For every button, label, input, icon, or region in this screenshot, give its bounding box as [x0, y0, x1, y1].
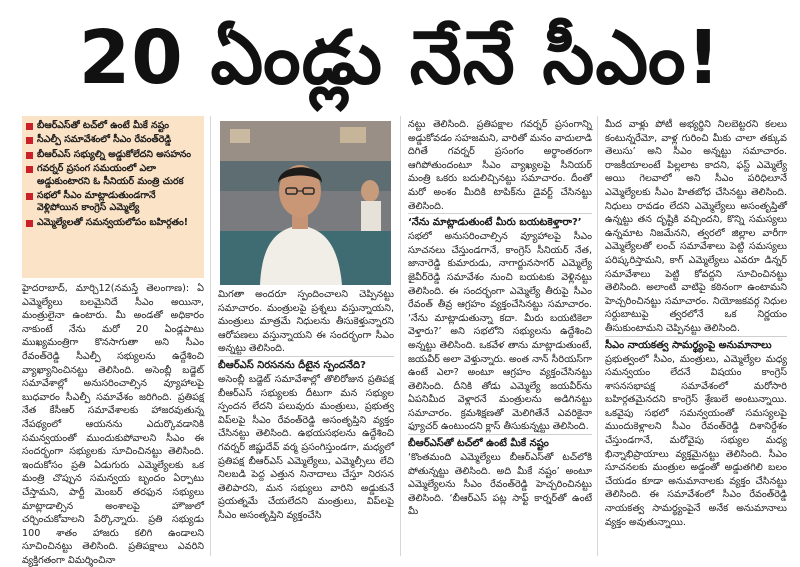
article-paragraph: మిగతా అందరూ స్పందించాలని చెప్పినట్టు సమాచారం. మంత్రులపై ప్రశ్నలు వస్తున్నాయని, మంత్రులు మాత్రమే నిధులను తీసుకెళ్తున్నారని ఆరోపణలు వస్తున్నాయని ఈ సందర్భంగా సీఎం అన్నట్టు తెలిసింది. [218, 289, 394, 355]
square-bullet-icon [26, 123, 33, 130]
summary-point [26, 163, 200, 188]
summary-point-text: సీఎల్పీ సమావేశంలో సీఎం రేవంత్‌రెడ్డి [37, 134, 172, 146]
summary-point-text: గవర్నర్ ప్రసంగ సమయంలో ఎలా అడ్డుకుంటారని ఓ సీనియర్ మంత్రి చురక [37, 163, 184, 187]
section-subheading: సీఎం నాయకత్వ సామర్థ్యంపై అనుమానాలు [605, 336, 787, 353]
article-column-4 [605, 118, 787, 558]
summary-point-text: బీఆర్ఎస్‌తో టచ్‌లో ఉంటే మీకే నష్టం [37, 120, 170, 131]
section-subheading: ‘నేను మాట్లాడుతుంటే మీరు బయటకెళ్తారా?’ [408, 213, 592, 230]
summary-point [26, 149, 200, 161]
article-paragraph: మీద వాళ్లు పోటీ అభ్యర్థిని నిలబెట్టరని కలలు కంటున్నరేమో, వాళ్ల గురించి మీకు చాలా తక్కువ తెలుసు’ అని సీఎం అన్నట్టు సమాచారం. రాజకీయాలంటే పిల్లలాట కాదని, ఫస్ట్ ఎమ్మెల్యే అయి గెలవాలో అని సీఎం పరిధిలూనే ఎమ్మెల్యేలకు సీఎం హితబోధ చేసినట్టు తెలిసింది. నిధులు రావడం లేదని ఎమ్మెల్యేలు అసంతృప్తితో ఉన్నట్టు తన దృష్టికి వచ్చిందని, కొన్ని సమస్యలు ఉన్నమాట నిజమేనని, త్వరలో జిల్లాల వారీగా ఎమ్మెల్యేలతో లంచ్ సమావేశాలు పెట్టి సమస్యలు పరిష్కరిస్తామని, కాగ్ ఎమ్మెల్యేలు ఎవరూ డిన్నర్ సమావేశాలు పెట్టి కోవద్దని సూచించినట్టు తెలిసింది. అలాంటి వాటిపై కఠినంగా ఉంటామని హెచ్చరించినట్టు సమాచారం. నియోజకవర్గ నిధుల సర్దుబాటుపై త్వరలోనే ఒక నిర్ణయం తీసుకుంటామని చెప్పినట్టు తెలిసింది. [605, 119, 787, 334]
square-bullet-icon [26, 166, 33, 173]
article-paragraph: హైదరాబాద్, మార్చి12(నమస్తే తెలంగాణ): ఏ ఎమ్మెల్యేలు బలమైనిదే సీఎం అయినా, మంత్రులైనా ఉంటారు. మీ అండతో అధికారం నాకుంటే నేను మరో 20 ఏండ్లపాటు ముఖ్యమంత్రిగా కొనసాగుతా అని సీఎం రేవంత్‌రెడ్డి సీఎల్పీ సభ్యులను ఉద్దేశించి వ్యాఖ్యానించినట్టు తెలిసింది. అసెంబ్లీ బడ్జెట్ సమావేశాల్లో అనుసరించాల్సిన వ్యూహాలపై బుధవారం సీఎల్పీ సమావేశం జరిగింది. ప్రతిపక్ష నేత కేసీఆర్ సమావేశాలకు హాజరవుతున్న నేపథ్యంలో ఆయనను ఎదుర్కొవడానికి సమన్వయంతో ముందుకుపోవాలని సీఎం ఈ సందర్భంగా సభ్యులకు సూచించినట్టు తెలిసింది. ఇందుకోసం ప్రతి ఏడుగురు ఎమ్మెల్యేలకు ఒక మంత్రి చొప్పున సమన్వయ బృందం ఏర్పాటు చేస్తామని, పార్టీ మెంబర్ తరఫున సభ్యులు మాట్లాడాల్సిన అంశాలపై హౌజులో చర్చించుకోవాలని పేర్కొన్నారు. ప్రతి సభ్యుడు 100 శాతం హాజరు కలిగి ఉండాలని సూచించినట్టు తెలిసింది. ప్రతిపక్షాలు ఎవరిని వ్యక్తిగతంగా విమర్శించినా [22, 283, 204, 566]
article-column-1 [22, 282, 204, 566]
square-bullet-icon [26, 152, 33, 159]
summary-point [26, 120, 200, 132]
article-paragraph: నట్టు తెలిసింది. ప్రతిపక్షాల గవర్నర్ ప్రసంగాన్ని అడ్డుకోవడం సహజమని, వారితో మనం వాదులాడి దిగితే గవర్నర్ ప్రసంగం అర్థాంతరంగా ఆగిపోతుందంటూ సీఎం వ్యాఖ్యలపై సీనియర్ మంత్రి ఒకరు బదులిచ్చినట్టు సమాచారం. దీంతో మరో అంశం మీదికి టాపిక్‌ను డైవర్ట్ చేసినట్టు తెలిసింది. [408, 119, 592, 212]
square-bullet-icon [26, 193, 33, 200]
summary-point-text: ఎమ్మెల్యేలతో సమన్వయలోపం బహిర్గతం! [37, 216, 189, 228]
summary-point-text: సభలో సీఎం మాట్లాడుతుండగానే వెళ్లిపోయిన కాంగ్రెస్ ఎమ్మెల్యే [37, 190, 156, 214]
square-bullet-icon [26, 220, 33, 227]
article-paragraph: ‘కొంతమంది ఎమ్మెల్యేలు బీఆర్ఎస్‌తో టచ్‌లోకి పోతున్నట్టు తెలిసింది. అది మీకే నష్టం’ అంటూ ఎమ్మెల్యేలను సీఎం రేవంత్‌రెడ్డి హెచ్చరించినట్టు తెలిసింది. ‘బీఆర్ఎస్ పట్ల సాఫ్ట్ కార్నర్‌తో ఉంటే మీ [408, 452, 592, 518]
summary-point [26, 134, 200, 146]
summary-point-text: బీఆర్ఎస్ సభ్యుల్ని అడ్డుకోలేదని అసహనం [37, 148, 192, 160]
summary-point [26, 190, 200, 215]
column-rule [210, 116, 211, 556]
article-column-2 [218, 288, 394, 558]
summary-box [22, 116, 204, 278]
article-paragraph: ప్రభుత్వంలో సీఎం, మంత్రులు, ఎమ్మెల్యేల మధ్య సమన్వయం లేదనే విషయం కాంగ్రెస్ శాసనసభాపక్ష సమావేశంలో మరోసారి బహిర్గతమైనదని కాంగ్రెస్ శ్రేణులే అంటున్నాయి. ఒకవైపు సభలో సమన్వయంతో సమస్యలపై ముందుకెళ్లాలని సీఎం రేవంత్‌రెడ్డి దిశానిర్దేశం చేస్తుండగానే, మరోవైపు సభ్యుల మధ్య భిన్నాభిప్రాయాలు వ్యక్తమైనట్టు తెలిసింది. సీఎం సూచనలకు మంత్రుల అడ్డంతో అడ్డుతగిలి బలం చేయడం కూడా అనుమానాలకు వ్యక్తం చేసినట్టు తెలిసింది. ఈ సమావేశంలో సీఎం రేవంత్‌రెడ్డి నాయకత్వ సామర్థ్యంపైనే అనేక అనుమానాలు వ్యక్తం అవుతున్నాయి. [605, 353, 787, 528]
article-column-3 [408, 118, 592, 558]
news-photo [220, 121, 391, 285]
summary-point [26, 217, 200, 229]
square-bullet-icon [26, 137, 33, 144]
section-subheading: బీఆర్ఎస్‌తో టచ్‌లో ఉంటే మీకే నష్టం [408, 434, 592, 451]
photo-illustration [220, 121, 391, 285]
headline: 20 ఏండ్లు నేనే సీఎం! [78, 15, 722, 101]
article-paragraph: సభలో అనుసరించాల్సిన వ్యూహాలపై సీఎం సూచనలు చేస్తుండగానే, కాంగ్రెస్ సీనియర్ నేత, జానారెడ్డి కుమారుడు, నాగార్జునసాగర్ ఎమ్మెల్యే జైవీర్‌రెడ్డి సమావేశం నుంచి బయటకు వెళ్లినట్టు తెలిసింది. ఈ సందర్భంగా ఎమ్మెల్యే తీరుపై సీఎం రేవంత్ తీవ్ర ఆగ్రహం వ్యక్తంచేసినట్టు సమాచారం. ‘నేను మాట్లాడుతున్నా కదా. మీరు బయటికెలా వెళ్తారు?’ అని సభలోని సభ్యులను ఉద్దేశించి అన్నట్టు తెలిసింది. ఒకవేళ తాను మాట్లాడుతుంటే, జయవీర్ అలా వెళ్తున్నారు. అంత నాన్ సీరియస్‌గా ఉంటే ఎలా? అంటూ ఆగ్రహం వ్యక్తంచేసినట్టు తెలిసింది. దీనికి తోడు ఎమ్మెల్యే జయవీర్‌ను ఏపనిమీద వెళ్లారనే మంత్రులను అడిగినట్టు సమాచారం. క్రమశిక్షణతో మెలిగితేనే ఎవరికైనా ఫ్యూచర్ ఉంటుందని క్లాస్ తీసుకున్నట్టు తెలిసింది. [408, 231, 592, 433]
column-rule [400, 116, 401, 556]
section-subheading: బీఆర్ఎస్ నిరసనను దీటైన స్పందనేది? [218, 356, 394, 373]
column-rule [597, 116, 598, 556]
article-paragraph: అసెంబ్లీ బడ్జెట్ సమావేశాల్లో తొలిరోజున ప్రతిపక్ష బీఆర్ఎస్ సభ్యులకు దీటుగా మన సభ్యుల స్పందన లేదని పలువురు మంత్రులు, ప్రభుత్వ విప్‌లపై సీఎం రేవంత్‌రెడ్డి అసంతృప్తిని వ్యక్తం చేసినట్టు తెలిసింది. ఉభయసభలను ఉద్దేశించి గవర్నర్ జిష్ణుదేవ్ వర్మ ప్రసంగిస్తుండగా, మధ్యలో ప్రతిపక్ష బీఆర్ఎస్ ఎమ్మెల్యేలు, ఎమ్మెల్సీలు లేచి నిలబడి పెద్ద ఎత్తున నినాదాలు చేస్తూ నిరసన తెలిపారని, మన సభ్యులు వారిని అడ్డుకునే ప్రయత్నమే చేయలేదని మంత్రులు, విప్‌లపై సీఎం అసంతృప్తిని వ్యక్తంచేసి [218, 373, 394, 521]
